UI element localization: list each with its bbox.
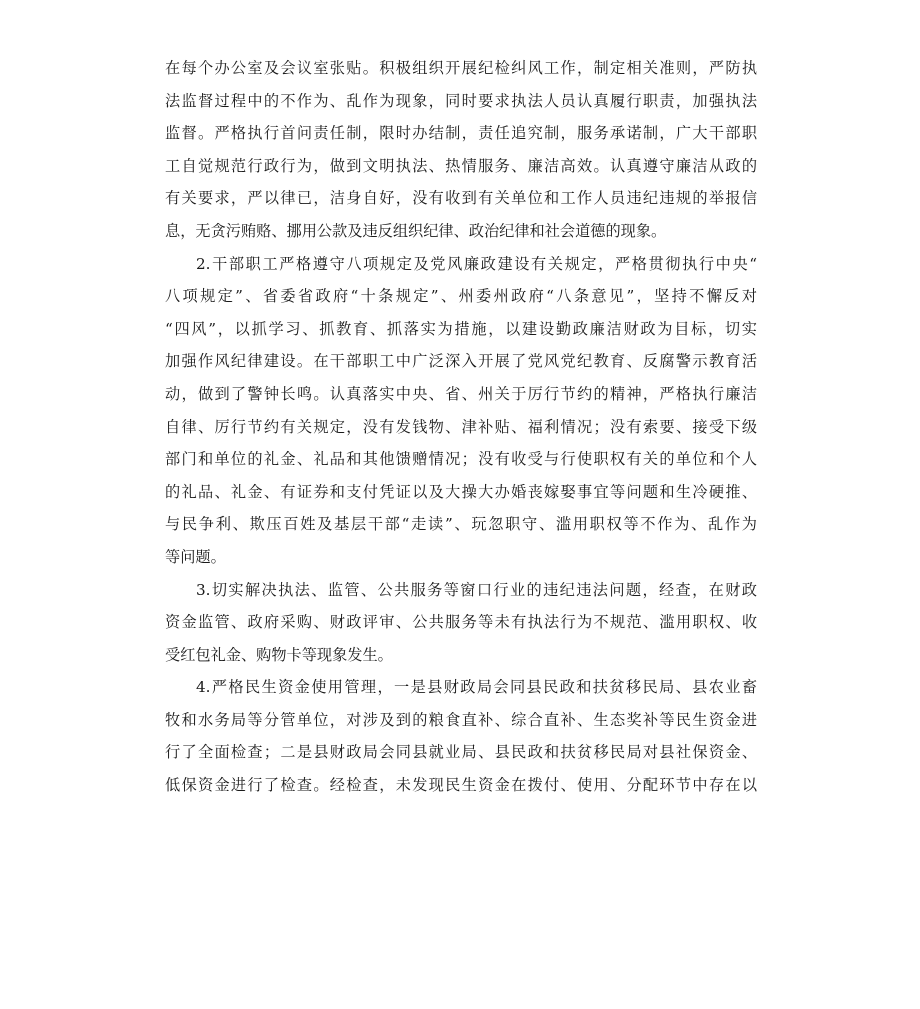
text-line: 在每个办公室及会议室张贴。积极组织开展纪检纠风工作，制定相关准则，严防执 (165, 59, 757, 77)
text-line: 法监督过程中的不作为、乱作为现象，同时要求执法人员认真履行职责，加强执法 (165, 91, 757, 110)
text-line: 低保资金进行了检查。经检查，未发现民生资金在拨付、使用、分配环节中存在以 (165, 776, 757, 795)
text-line: 牧和水务局等分管单位，对涉及到的粮食直补、综合直补、生态奖补等民生资金进 (165, 710, 757, 729)
paragraph-1 (165, 52, 757, 248)
text-line: 加强作风纪律建设。在干部职工中广泛深入开展了党风党纪教育、反腐警示教育活 (165, 352, 757, 371)
text-line: 受红包礼金、购物卡等现象发生。 (165, 645, 393, 664)
text-line: 部门和单位的礼金、礼品和其他馈赠情况；没有收受与行使职权有关的单位和个人 (165, 450, 757, 469)
text-line: 4.严格民生资金使用管理，一是县财政局会同县民政和扶贫移民局、县农业畜 (196, 678, 757, 697)
text-line: 监督。严格执行首问责任制，限时办结制，责任追究制，服务承诺制，广大干部职 (165, 124, 757, 143)
text-line: 与民争利、欺压百姓及基层干部“走读”、玩忽职守、滥用职权等不作为、乱作为 (165, 515, 757, 534)
paragraph-3 (165, 574, 757, 672)
text-line: 行了全面检查；二是县财政局会同县就业局、县民政和扶贫移民局对县社保资金、 (165, 743, 757, 762)
paragraph-4 (165, 671, 757, 801)
text-line: 等问题。 (165, 547, 226, 566)
text-line: 3.切实解决执法、监管、公共服务等窗口行业的违纪违法问题，经查，在财政 (196, 580, 757, 599)
text-line: 自律、厉行节约有关规定，没有发钱物、津补贴、福利情况；没有索要、接受下级 (165, 417, 757, 436)
text-line: 工自觉规范行政行为，做到文明执法、热情服务、廉洁高效。认真遵守廉洁从政的 (165, 156, 757, 175)
text-line: 八项规定”、省委省政府“十条规定”、州委州政府“八条意见”，坚持不懈反对 (165, 287, 757, 306)
text-line: “四风”，以抓学习、抓教育、抓落实为措施，以建设勤政廉洁财政为目标，切实 (165, 319, 757, 338)
text-line: 有关要求，严以律已，洁身自好，没有收到有关单位和工作人员违纪违规的举报信 (165, 189, 757, 208)
document-page (165, 52, 757, 802)
text-line: 的礼品、礼金、有证券和支付凭证以及大操大办婚丧嫁娶事宜等问题和生冷硬推、 (165, 482, 757, 501)
text-line: 动，做到了警钟长鸣。认真落实中央、省、州关于厉行节约的精神，严格执行廉洁 (165, 384, 757, 403)
text-line: 息，无贪污贿赂、挪用公款及违反组织纪律、政治纪律和社会道德的现象。 (165, 221, 667, 240)
text-line: 资金监管、政府采购、财政评审、公共服务等未有执法行为不规范、滥用职权、收 (165, 613, 757, 632)
paragraph-2 (165, 248, 757, 574)
text-line: 2.干部职工严格遵守八项规定及党风廉政建设有关规定，严格贯彻执行中央“ (196, 254, 757, 273)
